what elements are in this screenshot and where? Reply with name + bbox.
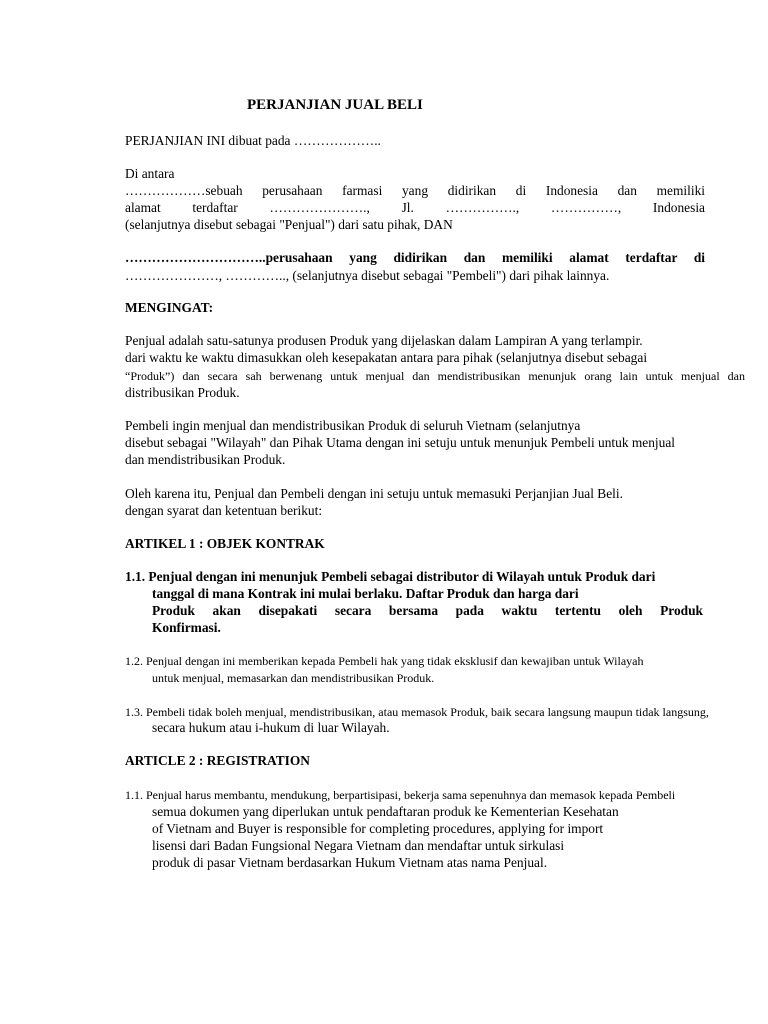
clause-line: semua dokumen yang diperlukan untuk pendaftaran produk ke Kementerian Kesehatan (152, 804, 619, 819)
intro-line: PERJANJIAN INI dibuat pada ……………….. (125, 133, 381, 148)
seller-line: ………………sebuah perusahaan farmasi yang didirikan di Indonesia dan memiliki (125, 183, 705, 198)
paragraph-line: disebut sebagai "Wilayah" dan Pihak Utama dengan ini setuju untuk menunjuk Pembeli untuk menjual (125, 435, 676, 450)
clause-line: tanggal di mana Kontrak ini mulai berlaku. Daftar Produk dan harga dari (152, 586, 579, 601)
between-label: Di antara (125, 166, 175, 181)
clause-line: 1.1. Penjual dengan ini menunjuk Pembeli sebagai distributor di Wilayah untuk Produk dari (125, 569, 656, 584)
paragraph-line: distribusikan Produk. (125, 385, 240, 400)
clause-line: 1.2. Penjual dengan ini memberikan kepada Pembeli hak yang tidak eksklusif dan kewajiban untuk Wilayah (125, 654, 644, 668)
clause-line: secara hukum atau i-hukum di luar Wilayah. (152, 720, 390, 735)
article-heading: ARTICLE 2 : REGISTRATION (125, 753, 310, 768)
document-title: PERJANJIAN JUAL BELI (247, 97, 423, 113)
paragraph-line: dan mendistribusikan Produk. (125, 452, 286, 467)
clause-line: untuk menjual, memasarkan dan mendistribusikan Produk. (152, 671, 435, 685)
clause-line: Produk akan disepakati secara bersama pada waktu tertentu oleh Produk (152, 603, 703, 618)
paragraph-line: Penjual adalah satu-satunya produsen Produk yang dijelaskan dalam Lampiran A yang terlampir. (125, 333, 643, 348)
buyer-line: …………………………..perusahaan yang didirikan dan memiliki alamat terdaftar di (125, 250, 705, 265)
clause-line: produk di pasar Vietnam berdasarkan Hukum Vietnam atas nama Penjual. (152, 855, 548, 870)
paragraph-line: dengan syarat dan ketentuan berikut: (125, 503, 323, 518)
buyer-line: …………………, ………….., (selanjutnya disebut sebagai "Pembeli") dari pihak lainnya. (125, 268, 610, 283)
clause-line: 1.3. Pembeli tidak boleh menjual, mendistribusikan, atau memasok Produk, baik secara langsung maupun tidak langsung, (125, 705, 709, 719)
seller-line: (selanjutnya disebut sebagai "Penjual") dari satu pihak, DAN (125, 217, 453, 232)
clause-line: of Vietnam and Buyer is responsible for completing procedures, applying for import (152, 821, 604, 836)
paragraph-line: “Produk”) dan secara sah berwenang untuk menjual dan mendistribusikan menunjuk orang lain untuk menjual dan (125, 369, 745, 383)
clause-line: lisensi dari Badan Fungsional Negara Vietnam dan mendaftar untuk sirkulasi (152, 838, 565, 853)
paragraph-line: dari waktu ke waktu dimasukkan oleh kesepakatan antara para pihak (selanjutnya disebut sebagai (125, 350, 648, 365)
seller-line: alamat terdaftar …………………., Jl. ……………., ……………, Indonesia (125, 200, 705, 215)
clause-line: 1.1. Penjual harus membantu, mendukung, berpartisipasi, bekerja sama sepenuhnya dan memasok kepada Pembeli (125, 788, 676, 802)
paragraph-line: Oleh karena itu, Penjual dan Pembeli dengan ini setuju untuk memasuki Perjanjian Jual Beli. (125, 486, 623, 501)
paragraph-line: Pembeli ingin menjual dan mendistribusikan Produk di seluruh Vietnam (selanjutnya (125, 418, 581, 433)
article-heading: ARTIKEL 1 : OBJEK KONTRAK (125, 536, 325, 551)
clause-line: Konfirmasi. (152, 620, 221, 635)
section-heading-mengingat: MENGINGAT: (125, 300, 214, 315)
